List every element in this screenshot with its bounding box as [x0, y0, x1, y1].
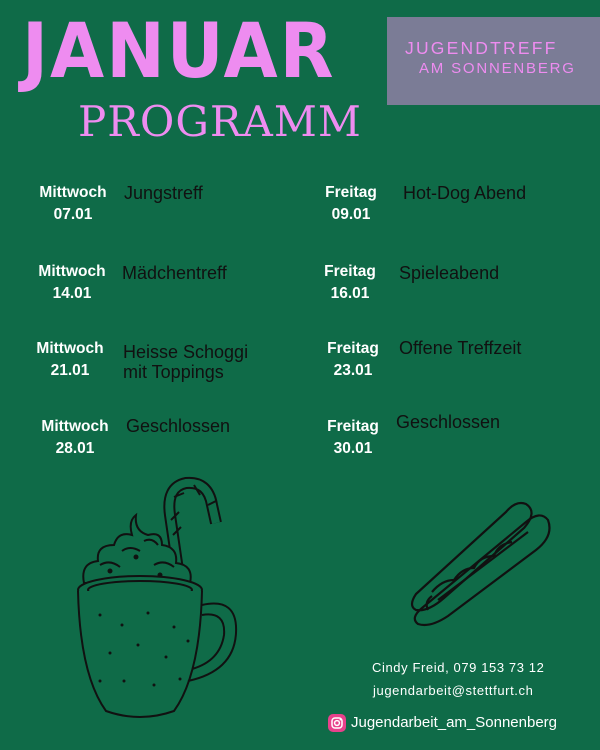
instagram-handle[interactable]: Jugendarbeit_am_Sonnenberg — [351, 714, 557, 731]
brand-box — [387, 17, 600, 105]
event-weekday: Mittwoch — [36, 340, 104, 357]
brand-name-line2: AM SONNENBERG — [419, 60, 576, 77]
event-name: Hot-Dog Abend — [403, 183, 527, 203]
event-day — [34, 416, 116, 460]
event-name: Mädchentreff — [122, 263, 227, 283]
event-weekday: Freitag — [325, 184, 377, 201]
event-weekday: Freitag — [327, 340, 379, 357]
event-date: 23.01 — [333, 362, 373, 379]
hot-dog-icon — [408, 498, 558, 628]
event-date: 21.01 — [50, 362, 90, 379]
event-day — [315, 261, 385, 305]
event-name: Geschlossen — [396, 412, 501, 432]
event-day — [318, 416, 388, 460]
event-weekday: Mittwoch — [41, 418, 109, 435]
event-weekday: Mittwoch — [39, 184, 107, 201]
event-name: Jungstreff — [124, 183, 203, 203]
brand-name-line1: JUGENDTREFF — [405, 38, 558, 58]
page-subtitle: PROGRAMM — [78, 97, 362, 146]
event-name: Geschlossen — [126, 416, 231, 436]
event-name: Heisse Schoggi mit Toppings — [123, 342, 249, 382]
event-date: 14.01 — [52, 285, 92, 302]
event-day — [31, 261, 113, 305]
hot-chocolate-mug-icon — [70, 475, 245, 725]
event-date: 09.01 — [331, 206, 371, 223]
contact-email[interactable]: jugendarbeit@stettfurt.ch — [373, 683, 534, 698]
page-title: JANUAR — [22, 6, 336, 96]
event-day — [29, 338, 111, 382]
event-name: Spieleabend — [399, 263, 500, 283]
contact-person: Cindy Freid, 079 153 73 12 — [372, 660, 545, 675]
event-date: 07.01 — [53, 206, 93, 223]
event-day — [32, 182, 114, 226]
event-weekday: Mittwoch — [38, 263, 106, 280]
event-weekday: Freitag — [324, 263, 376, 280]
event-date: 30.01 — [333, 440, 373, 457]
event-day — [316, 182, 386, 226]
instagram-icon — [328, 714, 346, 732]
event-name: Offene Treffzeit — [399, 338, 522, 358]
event-day — [318, 338, 388, 382]
event-date: 28.01 — [55, 440, 95, 457]
event-weekday: Freitag — [327, 418, 379, 435]
event-date: 16.01 — [330, 285, 370, 302]
